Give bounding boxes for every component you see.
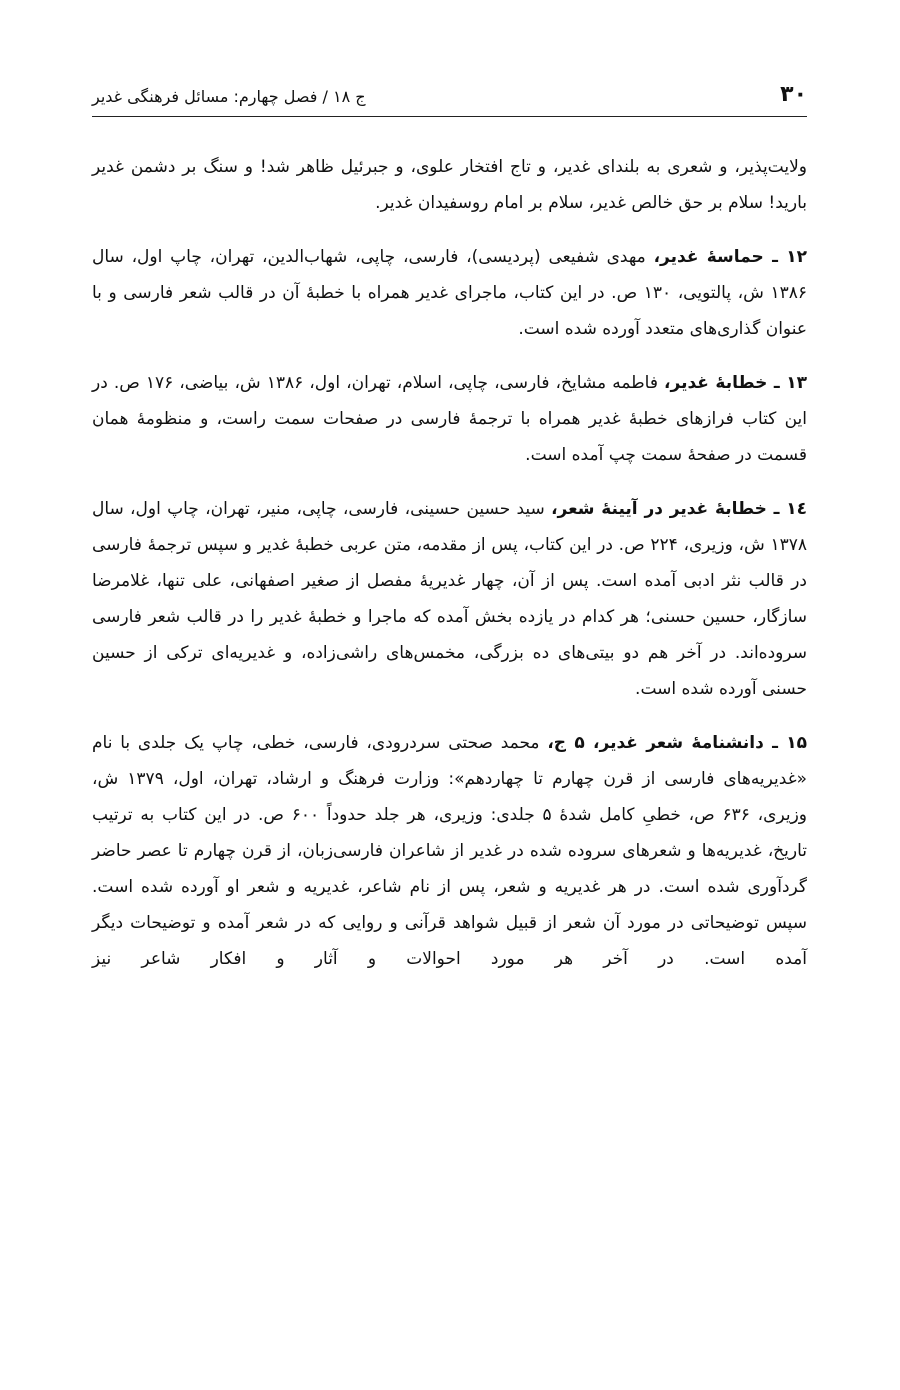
entry-text: فاطمه مشایخ، فارسی، چاپی، اسلام، تهران، اول، ۱۳۸۶ ش، بیاضی، ۱۷۶ ص. در این کتاب فرازهای خطبهٔ غدیر همراه با ترجمهٔ فارسی در صفحات سمت راست، و منظومهٔ همان قسمت در صفحهٔ سمت چپ آمده است. <box>92 373 807 465</box>
entry-text: محمد صحتی سردرودی، فارسی، خطی، چاپ یک جلدی با نام «غدیریه‌های فارسی از قرن چهارم تا چهاردهم»: وزارت فرهنگ و ارشاد، تهران، اول، ۱۳۷۹ ش، وزیری، ۶۳۶ ص، خطیِ کامل شدهٔ ۵ جلدی: وزیری، هر جلد حدوداً ۶۰۰ ص. در این کتاب به ترتیب تاریخ، غدیریه‌ها و شعرهای سروده شده در غدیر از شاعران فارسی‌زبان، از قرن چهارم تا عصر حاضر گردآوری شده است. در هر غدیریه و شعر، پس از نام شاعر، غدیریه و شعر او آورده شده است. سپس توضیحاتی در مورد آن شعر از قبیل شواهد قرآنی و روایی که در شعر آمده و توضیحات دیگر آمده است. در آخر هر مورد احوالات و آثار و افکار شاعر نیز <box>92 733 807 969</box>
bibliography-entry <box>92 725 807 977</box>
bibliography-entry <box>92 491 807 707</box>
page-number: ۳۰ <box>780 82 807 107</box>
entry-title: ۱۵ ـ دانشنامهٔ شعر غدیر، ۵ ج، <box>547 733 807 753</box>
paragraph <box>92 149 807 221</box>
entry-title: ۱۲ ـ حماسهٔ غدیر، <box>653 247 807 267</box>
entry-title: ۱۳ ـ خطابهٔ غدیر، <box>664 373 808 393</box>
entry-title: ۱٤ ـ خطابهٔ غدیر در آیینهٔ شعر، <box>551 499 808 519</box>
book-page <box>92 66 807 977</box>
running-head: ج ۱۸ / فصل چهارم: مسائل فرهنگی غدیر <box>92 87 366 106</box>
paragraph-text: ولایت‌پذیر، و شعری به بلندای غدیر، و تاج افتخار علوی، و جبرئیل ظاهر شد! و سنگ بر دشمن غدیر بارید! سلام بر حق خالص غدیر، سلام بر امام روسفیدان غدیر. <box>92 157 807 213</box>
page-body <box>92 149 807 977</box>
entry-text: سید حسین حسینی، فارسی، چاپی، منیر، تهران، چاپ اول، سال ۱۳۷۸ ش، وزیری، ۲۲۴ ص. در این کتاب، پس از مقدمه، متن عربی خطبهٔ غدیر و سپس ترجمهٔ فارسی در قالب نثر ادبی آمده است. پس از آن، چهار غدیریهٔ مفصل از صغیر اصفهانی، علی تنها، غلامرضا سازگار، حسین حسنی؛ هر کدام در یازده بخش آمده که ماجرا و خطبهٔ غدیر را در قالب شعر فارسی سروده‌اند. در آخر هم دو بیتی‌های ده بزرگی، مخمس‌های راشی‌زاده، و غدیریه‌ای ترکی از حسین حسنی آورده شده است. <box>92 499 807 699</box>
bibliography-entry <box>92 365 807 473</box>
page-header <box>92 66 807 117</box>
entry-text: مهدی شفیعی (پردیسی)، فارسی، چاپی، شهاب‌الدین، تهران، چاپ اول، سال ۱۳۸۶ ش، پالتویی، ۱۳۰ ص. در این کتاب، ماجرای غدیر همراه با خطبهٔ آن در قالب شعر فارسی و با عنوان گذاری‌های متعدد آورده شده است. <box>92 247 807 339</box>
bibliography-entry <box>92 239 807 347</box>
